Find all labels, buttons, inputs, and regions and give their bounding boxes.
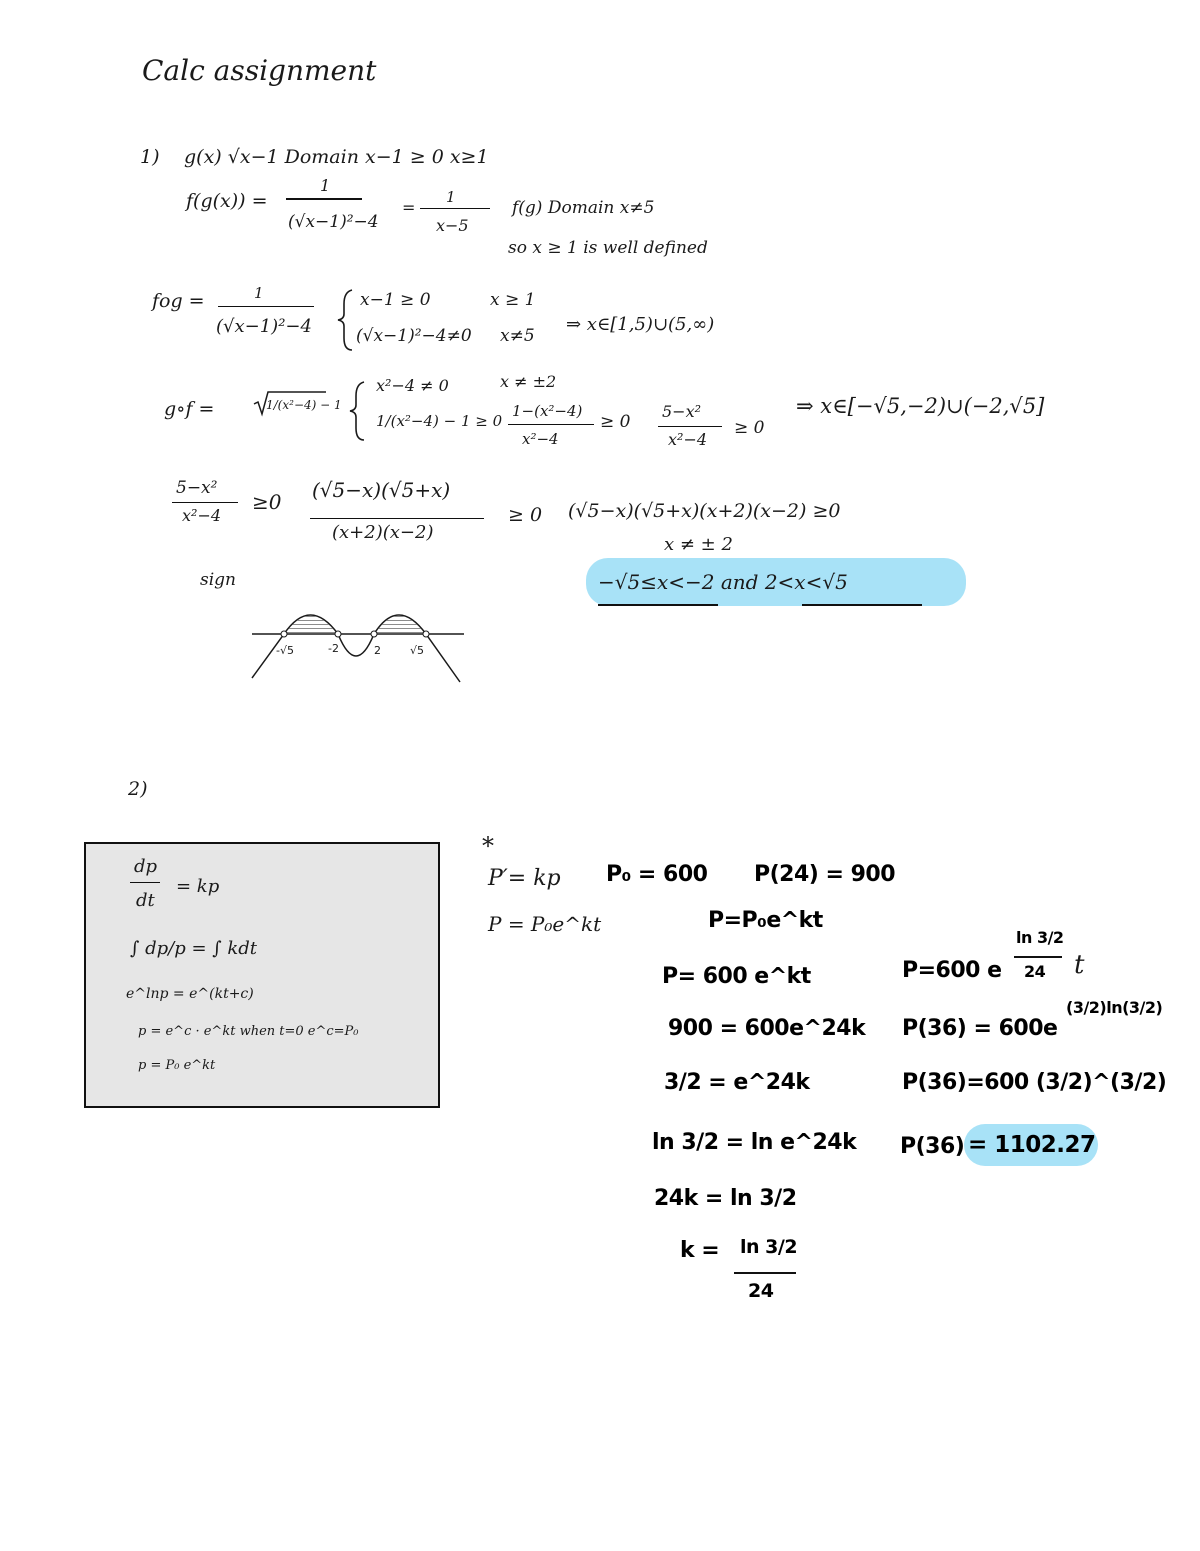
fog-def-lhs: f(g(x)) = [186,190,268,212]
panel-line1-rhs: = kp [176,876,220,897]
ineq-den: x²−4 [182,506,222,525]
fog-def-domain: f(g) Domain x≠5 [512,198,655,218]
fraction-bar [658,426,722,427]
gof-step1-den: x²−4 [522,430,559,448]
gof-step2-rel: ≥ 0 [734,418,765,438]
gof-step1-rel: ≥ 0 [600,412,631,432]
exclude-note: x ≠ ± 2 [664,534,733,555]
p2-step3: 3/2 = e^24k [664,1070,810,1095]
p2-step4: ln 3/2 = ln e^24k [652,1130,857,1155]
p2-eq2: P = P₀e^kt [488,912,602,936]
problem-1-number: 1) [140,146,160,168]
fog-def-eq: = [402,198,416,217]
p2-r2-exp: (3/2)ln(3/2) [1066,998,1163,1017]
fraction-bar [508,424,594,425]
fog-case1: x−1 ≥ 0 [360,290,431,310]
sign-tick-label: -2 [328,642,339,655]
p2-step5: 24k = ln 3/2 [654,1186,797,1211]
p2-step6-lhs: k = [680,1238,720,1263]
gof-step2-den: x²−4 [668,430,708,449]
fraction-bar [310,518,484,519]
p2-r3: P(36)=600 (3/2)^(3/2) [902,1070,1167,1095]
panel-line1-den: dt [136,890,155,911]
sign-tick-label: -√5 [276,644,294,657]
fog-res1: x ≥ 1 [490,290,536,310]
fog-def-note: so x ≥ 1 is well defined [508,238,708,258]
p2-r1-lhs: P=600 e [902,958,1002,983]
fog-res2: x≠5 [500,326,535,346]
star-mark: * [482,832,494,860]
p2-given1: P₀ = 600 [606,862,708,887]
panel-line1-num: dp [134,856,158,877]
left-brace-icon [336,288,356,352]
gof-result: ⇒ x∈[−√5,−2)∪(−2,√5] [796,394,1045,418]
p2-step6-den: 24 [748,1280,774,1302]
p2-r1-t: t [1074,950,1085,980]
answer-text: −√5≤x<−2 and 2<x<√5 [598,570,848,594]
fraction-bar [130,882,160,883]
gof-step2-num: 5−x² [662,402,702,421]
p2-eq1: P′= kp [488,866,561,891]
fraction-bar [172,502,238,503]
fog-case2: (√x−1)²−4≠0 [356,326,472,346]
fact-rel: ≥ 0 [508,504,543,526]
product-inequality: (√5−x)(√5+x)(x+2)(x−2) ≥0 [568,500,841,522]
fraction-bar [286,198,362,200]
p2-step1: P= 600 e^kt [662,964,811,989]
panel-line2: ∫ dp/p = ∫ kdt [130,938,258,959]
fog-num: 1 [254,284,264,302]
fog-lhs: fog = [152,290,205,312]
gof-radicand: 1/(x²−4) − 1 [266,398,342,412]
fact-num: (√5−x)(√5+x) [312,478,451,502]
p2-r1-exp-num: ln 3/2 [1016,928,1064,947]
p2-step2: 900 = 600e^24k [668,1016,866,1041]
p2-eq3: P=P₀e^kt [708,908,823,933]
p2-r1-exp-den: 24 [1024,962,1046,981]
panel-line3: e^lnp = e^(kt+c) [126,986,254,1002]
answer-underline [598,604,718,606]
p2-step6-num: ln 3/2 [740,1236,798,1258]
gof-lhs: g∘f = [164,398,215,420]
fraction-bar [734,1272,796,1274]
derivation-panel [84,842,440,1108]
answer-underline [802,604,922,606]
ineq-num: 5−x² [176,478,218,498]
fraction-bar [1014,956,1062,958]
problem-1-line1: g(x) √x−1 Domain x−1 ≥ 0 x≥1 [184,146,489,168]
p2-r4-value: = 1102.27 [968,1132,1096,1158]
fog-result: ⇒ x∈[1,5)∪(5,∞) [566,314,715,335]
ineq-rel: ≥0 [252,490,282,514]
fog-def-frac2-num: 1 [446,188,456,206]
page-title: Calc assignment [142,54,377,87]
fog-def-frac2-den: x−5 [436,216,469,235]
p2-r2: P(36) = 600e [902,1016,1058,1041]
fraction-bar [218,306,314,307]
p2-r4-lhs: P(36) [900,1134,965,1159]
sign-label: sign [200,570,236,590]
problem-2-number: 2) [128,778,148,800]
fog-den: (√x−1)²−4 [216,316,312,337]
fact-den: (x+2)(x−2) [332,522,434,543]
left-brace-icon [348,380,368,442]
gof-case2: 1/(x²−4) − 1 ≥ 0 [376,412,503,430]
sign-chart [246,608,468,686]
fraction-bar [420,208,490,209]
sign-tick-label: 2 [374,644,381,657]
p2-given2: P(24) = 900 [754,862,896,887]
panel-line4: p = e^c · e^kt when t=0 e^c=P₀ [138,1024,359,1039]
gof-case1-res: x ≠ ±2 [500,372,557,391]
sign-tick-label: √5 [410,644,425,657]
fog-def-frac1-den: (√x−1)²−4 [288,212,379,232]
fog-def-frac1-num: 1 [320,176,331,195]
gof-step1-num: 1−(x²−4) [512,402,583,420]
gof-case1: x²−4 ≠ 0 [376,376,449,395]
panel-line5: p = P₀ e^kt [138,1058,216,1073]
